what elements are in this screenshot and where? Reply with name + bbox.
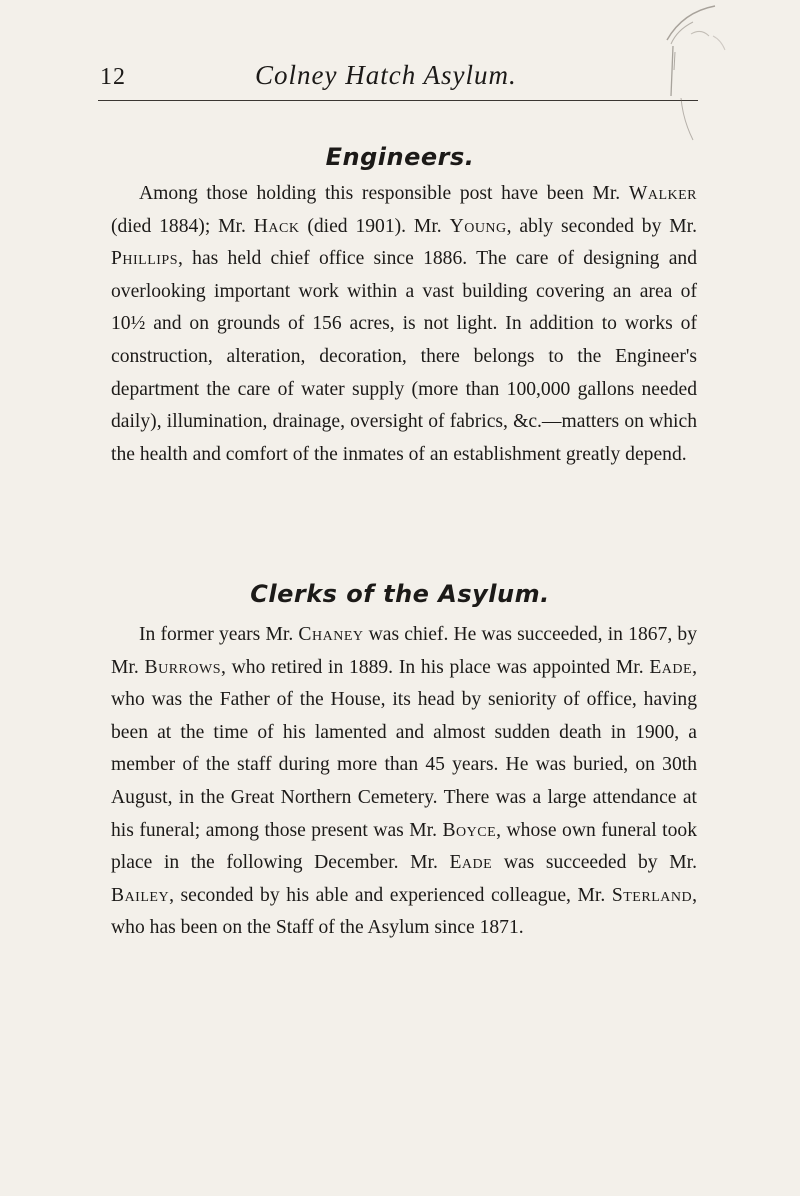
person-name: Eade <box>649 656 693 678</box>
section-heading-engineers: Engineers. <box>325 143 475 171</box>
paragraph-engineers: Among those holding this responsible post have been Mr. Walker (died 1884); Mr. Hack (died 1901). Mr. Young, ably seconded by Mr. Phillips, has held chief office since 1886. The care of designing and overlooking important work within a vast building covering an area of 10½ and on grounds of 156 acres, is not light. In addition to works of construction, alteration, decoration, there belongs to the Engineer's department the care of water supply (more than 100,000 gallons needed daily), illumination, drainage, oversight of fabrics, &c.—matters on which the health and comfort of the inmates of an establishment greatly depend. <box>111 183 697 465</box>
person-name: Sterland <box>611 884 693 906</box>
person-name: Burrows <box>144 656 221 678</box>
person-name: Phillips <box>111 248 179 270</box>
person-name: Bailey <box>111 884 170 906</box>
person-name: Hack <box>253 215 300 237</box>
person-name: Boyce <box>442 819 497 841</box>
library-stamp-mark <box>605 0 735 150</box>
person-name: Chaney <box>298 624 364 645</box>
person-name: Walker <box>628 183 697 204</box>
person-name: Young <box>449 215 507 237</box>
page-number: 12 <box>100 64 126 90</box>
paragraph-clerks: In former years Mr. Chaney was chief. He was succeeded, in 1867, by Mr. Burrows, who retired in 1889. In his place was appointed Mr. Eade, who was the Father of the House, its head by seniority of office, having been at the time of his lamented and almost sudden death in 1900, a member of the staff during more than 45 years. He was buried, on 30th August, in the Great Northern Cemetery. There was a large attendance at his funeral; among those present was Mr. Boyce, whose own funeral took place in the following December. Mr. Eade was succeeded by Mr. Bailey, seconded by his able and experienced colleague, Mr. Sterland, who has been on the Staff of the Asylum since 1871. <box>111 624 697 939</box>
person-name: Eade <box>449 852 493 874</box>
running-title: Colney Hatch Asylum. <box>255 60 517 90</box>
section-heading-clerks: Clerks of the Asylum. <box>250 580 550 608</box>
